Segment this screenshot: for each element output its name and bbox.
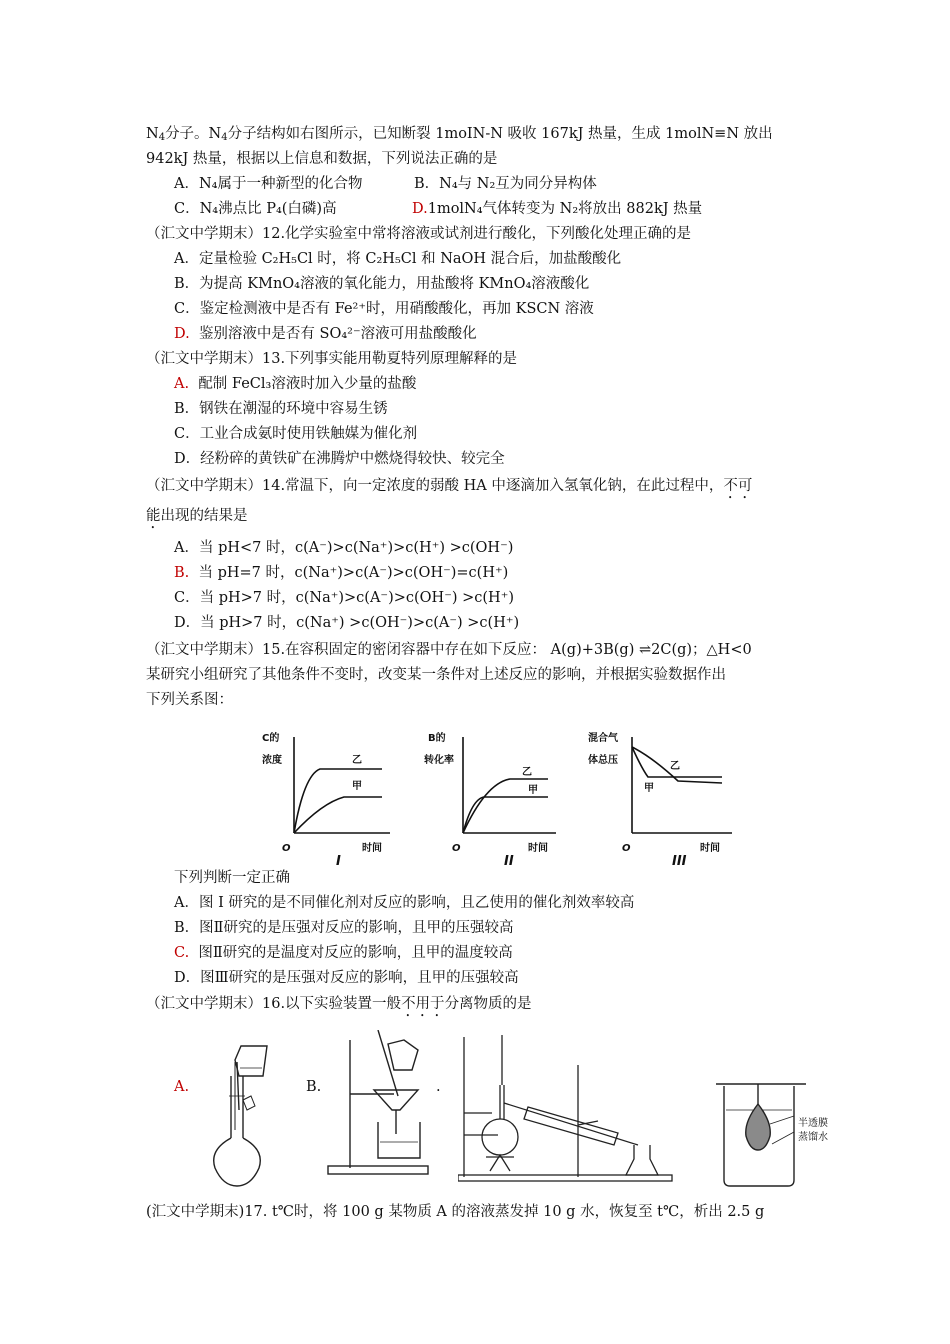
answer-mark: B. — [174, 565, 190, 581]
q15-judge: 下列判断一定正确 — [174, 870, 290, 886]
distillation-flask — [482, 1119, 518, 1155]
q12-stem: （汇文中学期末）12.化学实验室中常将溶液或试剂进行酸化，下列酸化处理正确的是 — [146, 226, 692, 242]
graph2-origin: O — [452, 843, 461, 854]
q15-stem-3: 下列关系图： — [146, 692, 233, 708]
apparatus-volumetric-flask — [205, 1040, 290, 1188]
q14-stem-2: 能出现的结果是 — [146, 508, 248, 524]
semipermeable-bag — [746, 1104, 771, 1150]
conical-flask — [626, 1145, 658, 1175]
graph1-jia-label: 甲 — [352, 781, 362, 792]
ring-stand-base — [328, 1166, 428, 1174]
reaction-graphs-figure — [260, 725, 740, 867]
graph3-xlabel: 时间 — [700, 843, 720, 854]
q13-option-b: B．钢铁在潮湿的环境中容易生锈 — [174, 401, 388, 417]
q14-option-b: B. 当 pH=7 时，c(Na⁺)>c(A⁻)>c(OH⁻)=c(H⁺) — [174, 565, 509, 581]
funnel — [374, 1090, 418, 1110]
q15-option-a: A．图 I 研究的是不同催化剂对反应的影响，且乙使用的催化剂效率较高 — [174, 895, 635, 911]
flask-body — [214, 1138, 261, 1186]
graph3-jia-label: 甲 — [644, 783, 654, 794]
graph2-roman-label: II — [504, 854, 514, 867]
q14-stem-1: （汇文中学期末）14.常温下，向一定浓度的弱酸 HA 中逐滴加入氢氧化钠，在此过程中，不可 — [146, 478, 753, 494]
answer-mark: C. — [174, 945, 190, 961]
q16-dot: . — [436, 1079, 441, 1095]
graph3-ylabel-1: 混合气 — [588, 733, 618, 744]
q16-stem: （汇文中学期末）16.以下实验装置一般不用于分离物质的是 — [146, 996, 532, 1012]
q12-option-b: B．为提高 KMnO₄溶液的氧化能力，用盐酸将 KMnO₄溶液酸化 — [174, 276, 590, 292]
graph1-origin: O — [282, 843, 291, 854]
graph1-curve-yi — [294, 769, 382, 833]
graph1-ylabel-2: 浓度 — [262, 755, 282, 766]
graph1-yi-label: 乙 — [352, 755, 362, 766]
q15-option-c: C. 图Ⅱ研究的是温度对反应的影响，且甲的温度较高 — [174, 945, 513, 961]
graph3-yi-label: 乙 — [670, 761, 680, 772]
answer-mark: A. — [174, 376, 190, 392]
graph1-ylabel-1: C的 — [262, 733, 280, 744]
graph1-roman-label: I — [336, 854, 341, 867]
graph1-xlabel: 时间 — [362, 843, 382, 854]
apparatus-distillation — [458, 1025, 678, 1185]
graph3-ylabel-2: 体总压 — [588, 755, 618, 766]
q17-line: (汇文中学期末)17. t℃时，将 100 g 某物质 A 的溶液蒸发掉 10 g 水，恢复至 t℃，析出 2.5 g — [146, 1204, 765, 1220]
q12-option-d: D. 鉴别溶液中是否有 SO₄²⁻溶液可用盐酸酸化 — [174, 326, 477, 342]
q13-stem: （汇文中学期末）13.下列事实能用勒夏特列原理解释的是 — [146, 351, 518, 367]
graph2-jia-label: 甲 — [528, 785, 538, 796]
q13-option-c: C．工业合成氨时使用铁触媒为催化剂 — [174, 426, 418, 442]
q11-option-a: A．N₄属于一种新型的化合物 — [174, 176, 363, 192]
q14-option-d: D．当 pH>7 时，c(Na⁺) >c(OH⁻)>c(A⁻) >c(H⁺) — [174, 615, 520, 631]
q12-option-a: A．定量检验 C₂H₅Cl 时，将 C₂H₅Cl 和 NaOH 混合后，加盐酸酸化 — [174, 251, 622, 267]
graph3-origin: O — [622, 843, 631, 854]
q16-option-a-label: A. — [174, 1079, 190, 1095]
graph2-yi-label: 乙 — [522, 767, 532, 778]
graph2-curve-jia — [463, 797, 548, 833]
glass-rod — [237, 1062, 239, 1110]
condenser — [524, 1107, 618, 1145]
q11-option-d: D.1molN₄气体转变为 N₂将放出 882kJ 热量 — [412, 201, 703, 217]
q11-option-c: C．N₄沸点比 P₄(白磷)高 — [174, 201, 337, 217]
graph2-xlabel: 时间 — [528, 843, 548, 854]
q14-option-c: C．当 pH>7 时，c(Na⁺)>c(A⁻)>c(OH⁻) >c(H⁺) — [174, 590, 515, 606]
water-label: 蒸馏水 — [798, 1132, 828, 1143]
q16-option-b-label: B. — [306, 1079, 322, 1095]
graph3-roman-label: III — [672, 854, 687, 867]
q15-option-b: B．图Ⅱ研究的是压强对反应的影响，且甲的压强较高 — [174, 920, 514, 936]
membrane-label: 半透膜 — [798, 1118, 828, 1129]
apparatus-base — [458, 1175, 672, 1181]
receiving-beaker — [378, 1122, 420, 1158]
q15-stem-2: 某研究小组研究了其他条件不变时，改变某一条件对上述反应的影响，并根据实验数据作出 — [146, 667, 726, 683]
condenser-outlet — [504, 1103, 638, 1145]
q12-option-c: C．鉴定检测液中是否有 Fe²⁺时，用硝酸酸化，再加 KSCN 溶液 — [174, 301, 594, 317]
q15-stem-1: （汇文中学期末）15.在容积固定的密闭容器中存在如下反应： A(g)+3B(g) ⇌2C(g)；△H<0 — [146, 642, 752, 658]
q11-option-b: B．N₄与 N₂互为同分异构体 — [414, 176, 597, 192]
q15-option-d: D．图Ⅲ研究的是压强对反应的影响，且甲的压强较高 — [174, 970, 519, 986]
flask-neck — [231, 1076, 243, 1138]
graph2-ylabel-1: B的 — [428, 733, 446, 744]
apparatus-dialysis — [712, 1070, 842, 1190]
graph1-curve-jia — [294, 797, 382, 833]
answer-mark: D. — [412, 201, 428, 217]
answer-mark: D. — [174, 326, 190, 342]
pouring-beaker — [388, 1040, 418, 1070]
apparatus-filtration — [320, 1030, 440, 1180]
intro-line-1: $N_4$分子。$N_4$分子结构如右图所示，已知断裂 1moIN-N 吸收 167kJ 热量，生成 1molN≡N 放出 — [146, 126, 773, 143]
pouring-beaker — [235, 1046, 267, 1076]
q13-option-a: A. 配制 FeCl₃溶液时加入少量的盐酸 — [174, 376, 417, 392]
q14-option-a: A．当 pH<7 时，c(A⁻)>c(Na⁺)>c(H⁺) >c(OH⁻) — [174, 540, 514, 556]
intro-line-2: 942kJ 热量，根据以上信息和数据，下列说法正确的是 — [146, 151, 498, 167]
graph2-ylabel-2: 转化率 — [424, 755, 454, 766]
glass-rod — [378, 1030, 398, 1096]
q13-option-d: D．经粉碎的黄铁矿在沸腾炉中燃烧得较快、较完全 — [174, 451, 505, 467]
